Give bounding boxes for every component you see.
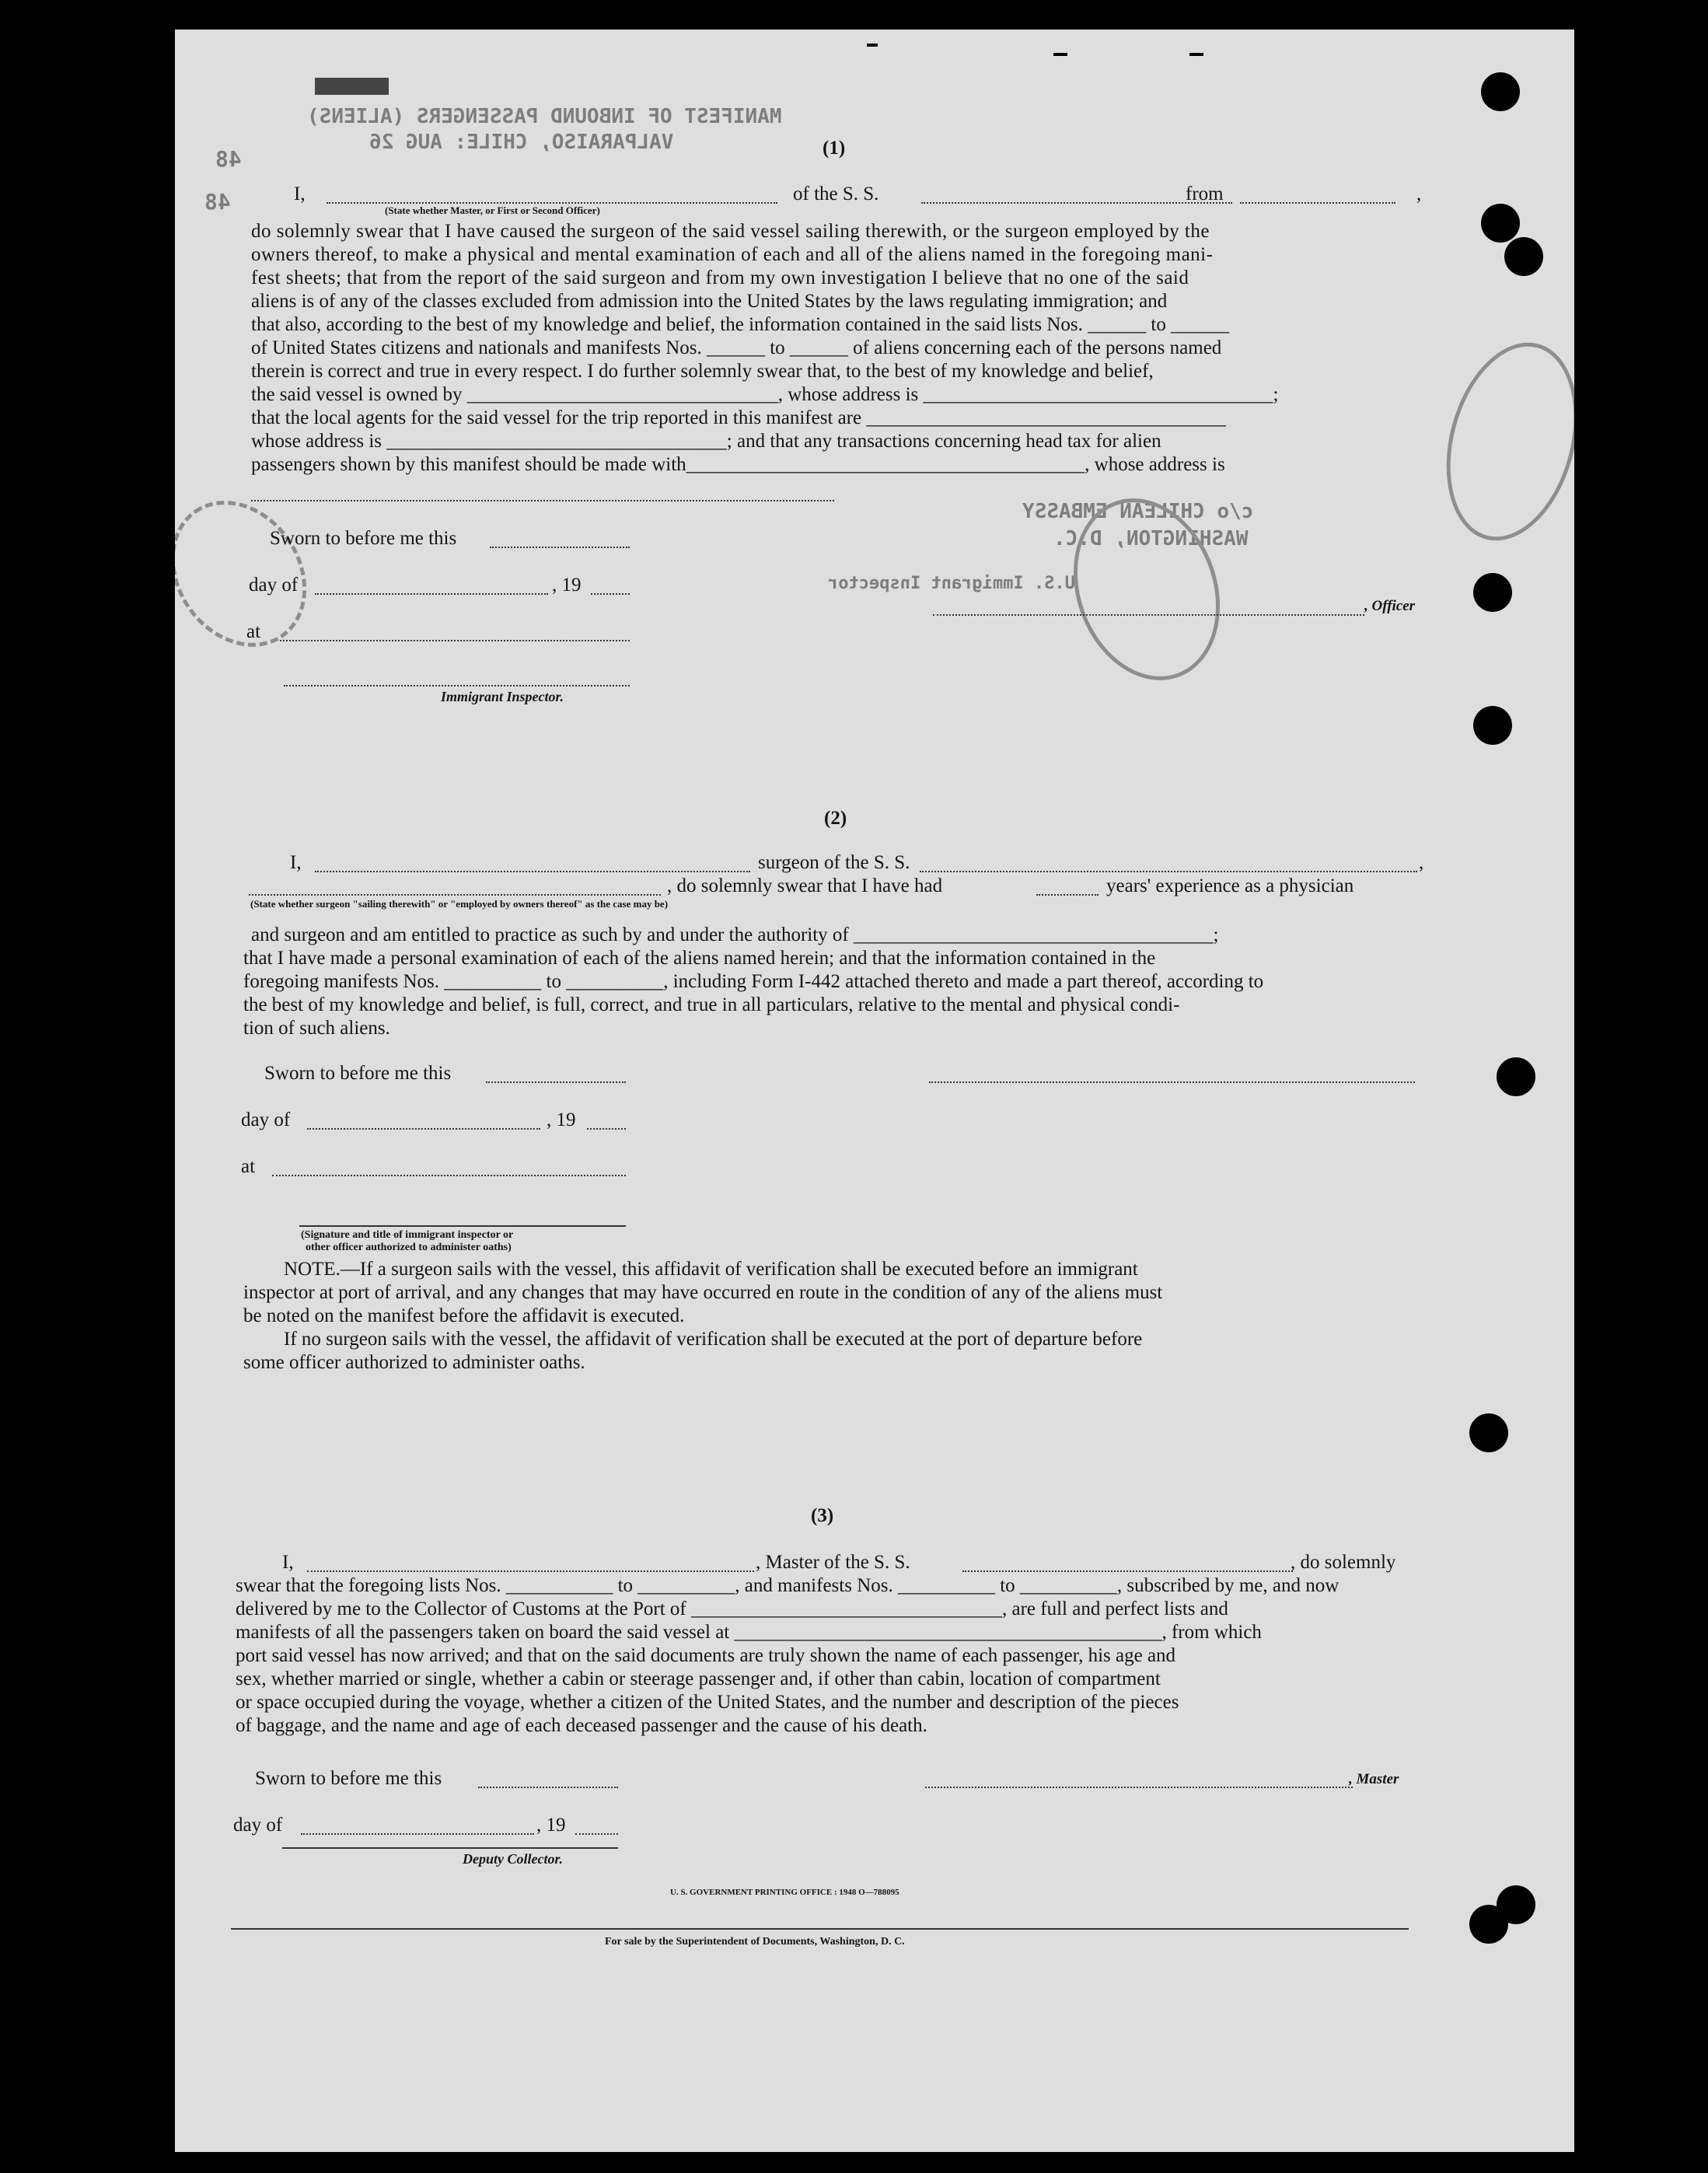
para3-line-6: or space occupied during the voyage, whether a citizen of the United States, and the number and description of the pieces — [236, 1692, 1179, 1713]
master-note: (State whether Master, or First or Second Officer) — [385, 204, 600, 216]
para2-line-2: that I have made a personal examination of each of the aliens named herein; and that the information contained in the — [243, 948, 1156, 969]
corner-mark-2 — [1053, 53, 1067, 56]
year-field-2[interactable] — [587, 1128, 626, 1130]
at-place-field-1[interactable] — [280, 640, 630, 641]
officer-name-field[interactable] — [327, 202, 777, 204]
washington-stamp: WASHINGTON, D.C. — [1053, 527, 1249, 550]
note-line-4: If no surgeon sails with the vessel, the affidavit of verification shall be executed at the port of departure before — [284, 1329, 1143, 1350]
signature-note-1: (Signature and title of immigrant inspector or — [301, 1229, 514, 1241]
immigrant-inspector-label: Immigrant Inspector. — [441, 689, 564, 704]
para1-line-3: fest sheets; that from the report of the said surgeon and from my own investigation I believe that no one of the said — [251, 267, 1189, 288]
page-number-stamp-2: 48 — [204, 189, 231, 215]
para2-line-4: the best of my knowledge and belief, is full, correct, and true in all particulars, relative to the mental and physical condi- — [243, 994, 1180, 1015]
sworn-date-field-3[interactable] — [478, 1787, 618, 1788]
at-place-field-2[interactable] — [272, 1175, 626, 1176]
binder-hole-9 — [1497, 1885, 1535, 1924]
master-of-label: , Master of the S. S. — [756, 1552, 910, 1573]
section3-i-label: I, — [282, 1552, 294, 1573]
binder-hole-4 — [1473, 573, 1512, 612]
footer-rule — [231, 1928, 1409, 1930]
para1-line-11: passengers shown by this manifest should be made with_________________________________________, whose address is — [251, 454, 1225, 475]
corner-mark-3 — [1189, 53, 1203, 56]
section1-number: (1) — [823, 138, 846, 159]
inspector-signature-line-2[interactable] — [299, 1225, 626, 1227]
master-signature-line[interactable] — [925, 1787, 1353, 1788]
section1-i-label: I, — [294, 183, 306, 204]
para1-line-7: therein is correct and true in every respect. I do further solemnly swear that, to the best of my knowledge and belief, — [251, 361, 1154, 382]
day-of-label-1: day of — [249, 575, 299, 596]
para1-line-9: that the local agents for the said vessel for the trip reported in this manifest are _____________________________________ — [251, 407, 1226, 428]
deputy-collector-label: Deputy Collector. — [463, 1851, 563, 1867]
para3-line-7: of baggage, and the name and age of each deceased passenger and the cause of his death. — [236, 1715, 927, 1736]
day-of-label-2: day of — [241, 1109, 291, 1130]
binder-hole-5 — [1473, 706, 1512, 745]
sworn-label-3: Sworn to before me this — [255, 1768, 442, 1789]
signature-scrawl-2 — [1426, 328, 1574, 556]
inspector-stamp: U.S. Immigrant Inspector — [828, 574, 1075, 593]
solemnly-label: , do solemnly swear that I have had — [667, 875, 943, 896]
embassy-stamp: c/o CHILEAN EMBASSY — [1022, 500, 1254, 523]
section3-number: (3) — [811, 1505, 834, 1526]
at-label-1: at — [246, 621, 261, 642]
of-ss-label: of the S. S. — [793, 183, 879, 204]
surgeon-signature-line[interactable] — [929, 1081, 1415, 1083]
month-field-3[interactable] — [301, 1833, 534, 1835]
para1-line-10: whose address is ___________________________________; and that any transactions concerning head tax for alien — [251, 431, 1161, 452]
surgeon-of-label: surgeon of the S. S. — [758, 852, 910, 873]
section2-i-label: I, — [290, 852, 302, 873]
binder-hole-1 — [1481, 72, 1520, 111]
para2-line-5: tion of such aliens. — [243, 1018, 390, 1039]
surgeon-note: (State whether surgeon "sailing therewith" or "employed by owners thereof" as the case may be) — [250, 898, 669, 910]
gpo-imprint: U. S. GOVERNMENT PRINTING OFFICE : 1948 O—788095 — [670, 1888, 899, 1897]
at-label-2: at — [241, 1156, 256, 1177]
note-line-5: some officer authorized to administer oaths. — [243, 1352, 585, 1373]
day-of-label-3: day of — [233, 1815, 283, 1836]
comma: , — [1416, 183, 1422, 204]
para1-line-1: do solemnly swear that I have caused the surgeon of the said vessel sailing therewith, or the surgeon employed by the — [251, 221, 1210, 242]
binder-hole-3 — [1504, 237, 1543, 276]
surgeon-vessel-field[interactable] — [920, 871, 1417, 872]
para1-line-2: owners thereof, to make a physical and mental examination of each and all of the aliens named in the foregoing mani- — [251, 244, 1214, 265]
corner-mark — [867, 44, 878, 47]
para2-line-1: and surgeon and am entitled to practice as such by and under the authority of _____________________________________; — [251, 924, 1219, 945]
deputy-signature-line[interactable] — [282, 1847, 618, 1849]
note-line-2: inspector at port of arrival, and any changes that may have occurred en route in the condition of any of the aliens must — [243, 1282, 1163, 1303]
do-solemnly-label: , do solemnly — [1291, 1552, 1396, 1573]
para1-line-8: the said vessel is owned by ________________________________, whose address is ____________________________________; — [251, 384, 1279, 405]
form-page — [175, 30, 1574, 2152]
para3-line-3: manifests of all the passengers taken on board the said vessel at ____________________________________________, from which — [236, 1622, 1262, 1643]
binder-hole-6 — [1497, 1057, 1535, 1096]
month-field-1[interactable] — [315, 593, 548, 595]
years-experience-field[interactable] — [1036, 894, 1098, 896]
sworn-label-1: Sworn to before me this — [270, 528, 457, 549]
sworn-label-2: Sworn to before me this — [264, 1063, 452, 1084]
sworn-date-field-1[interactable] — [490, 547, 630, 548]
para1-line-6: of United States citizens and nationals and manifests Nos. ______ to ______ of aliens concerning each of the persons named — [251, 337, 1222, 358]
para3-line-1: swear that the foregoing lists Nos. ___________ to __________, and manifests Nos. __________ to __________, subscribed by me, and now — [236, 1575, 1340, 1596]
binder-hole-2 — [1481, 204, 1520, 243]
note-line-1: NOTE.—If a surgeon sails with the vessel, this affidavit of verification shall be executed before an immigrant — [284, 1259, 1138, 1280]
month-field-2[interactable] — [307, 1128, 540, 1130]
para3-line-5: sex, whether married or single, whether a cabin or steerage passenger and, if other than cabin, location of compartment — [236, 1668, 1161, 1689]
surgeon-name-field[interactable] — [315, 871, 750, 872]
master-vessel-field[interactable] — [962, 1570, 1293, 1572]
redaction-mark — [315, 78, 389, 95]
year-label-2: , 19 — [547, 1109, 576, 1130]
comma-2: , — [1419, 852, 1424, 873]
year-field-1[interactable] — [591, 593, 630, 595]
surgeon-status-field[interactable] — [249, 894, 661, 896]
inspector-signature-line[interactable] — [284, 685, 630, 686]
section2-number: (2) — [824, 808, 847, 829]
officer-label: , Officer — [1364, 598, 1416, 614]
year-label-1: , 19 — [552, 575, 582, 596]
year-field-3[interactable] — [575, 1833, 618, 1835]
note-line-3: be noted on the manifest before the affidavit is executed. — [243, 1305, 685, 1326]
master-name-field[interactable] — [307, 1570, 754, 1572]
manifest-stamp: MANIFEST OF INBOUND PASSENGERS (ALIENS) — [307, 105, 782, 128]
para1-line-4: aliens is of any of the classes excluded from admission into the United States by the laws regulating immigration; and — [251, 291, 1168, 312]
para2-line-3: foregoing manifests Nos. __________ to __________, including Form I-442 attached thereto and made a part thereof, according to — [243, 971, 1264, 992]
para3-line-4: port said vessel has now arrived; and that on the said documents are truly shown the name of each passenger, his age and — [236, 1645, 1176, 1666]
years-label: years' experience as a physician — [1106, 875, 1354, 896]
port-date-stamp: VALPARAISO, CHILE: AUG 26 — [369, 131, 674, 154]
for-sale-imprint: For sale by the Superintendent of Documents, Washington, D. C. — [605, 1936, 905, 1948]
from-port-field[interactable] — [1240, 202, 1395, 204]
signature-note-2: other officer authorized to administer oaths) — [306, 1242, 512, 1253]
officer-signature-line[interactable] — [933, 614, 1364, 616]
page-number-stamp: 48 — [215, 146, 242, 172]
master-label: , Master — [1349, 1771, 1399, 1787]
year-label-3: , 19 — [536, 1815, 566, 1836]
para1-line-5: that also, according to the best of my knowledge and belief, the information contained in the said lists Nos. ______ to ______ — [251, 314, 1230, 335]
para3-line-2: delivered by me to the Collector of Customs at the Port of ________________________________, are full and perfect lists and — [236, 1598, 1228, 1619]
sworn-date-field-2[interactable] — [486, 1081, 626, 1083]
from-label: from — [1186, 183, 1224, 204]
binder-hole-7 — [1469, 1413, 1508, 1452]
address-continuation-field[interactable] — [251, 500, 834, 501]
